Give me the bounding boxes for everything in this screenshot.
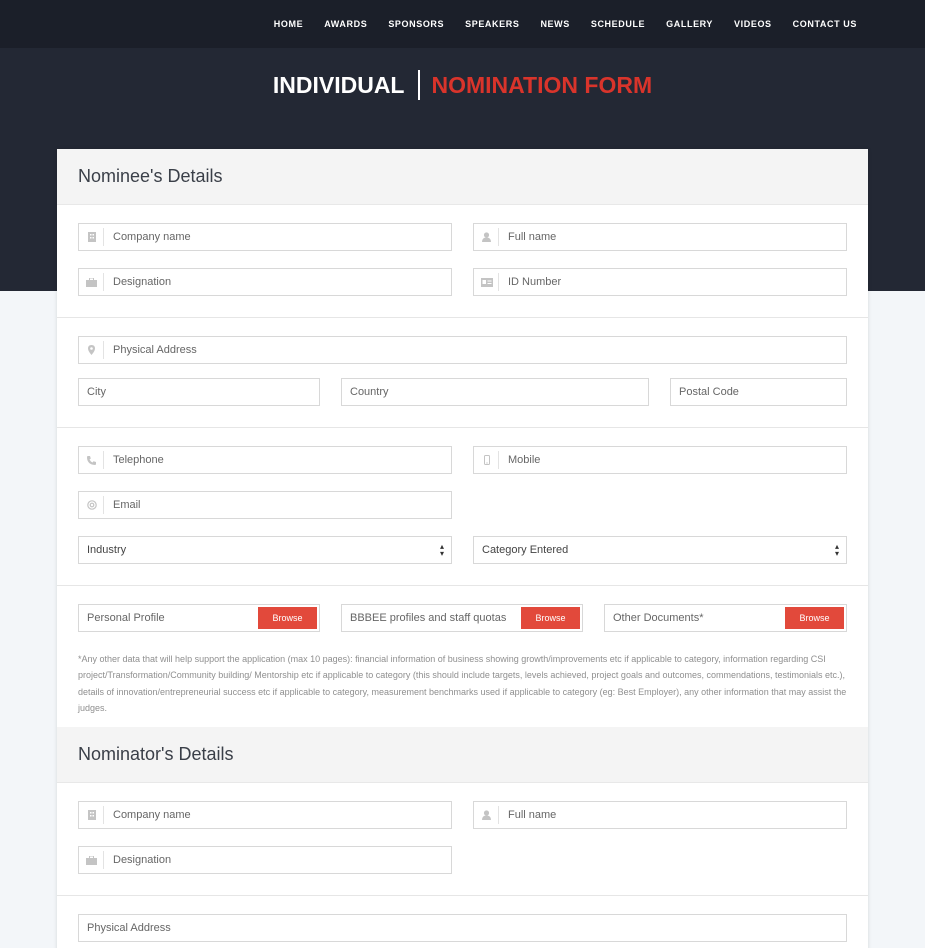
nav-sponsors[interactable]: SPONSORS [388, 19, 445, 29]
nominee-company-field[interactable] [78, 223, 452, 251]
page-title [0, 70, 925, 100]
nominee-address-placeholder: Physical Address [113, 344, 197, 356]
briefcase-icon [80, 851, 104, 869]
divider [57, 585, 868, 586]
nominee-postal-field[interactable] [670, 378, 847, 406]
nominator-designation-placeholder: Designation [113, 854, 172, 866]
id-card-icon [475, 273, 499, 291]
nominee-address-field[interactable] [78, 336, 847, 364]
category-select[interactable] [473, 536, 847, 564]
mobile-icon [475, 451, 499, 469]
select-arrows-icon: ▴ ▾ [834, 542, 839, 558]
nominee-company-placeholder: Company name [113, 231, 191, 243]
nominee-city-placeholder: City [87, 386, 106, 398]
main-nav [253, 0, 857, 48]
nav-contact-us[interactable]: CONTACT US [792, 19, 857, 29]
divider [57, 895, 868, 896]
nominee-country-placeholder: Country [350, 386, 389, 398]
other-documents-upload[interactable] [604, 604, 847, 632]
nominator-fullname-placeholder: Full name [508, 809, 557, 821]
title-individual: INDIVIDUAL [272, 72, 405, 98]
divider [57, 427, 868, 428]
bbbee-browse-button[interactable]: Browse [521, 607, 580, 629]
nominator-heading: Nominator's Details [78, 744, 234, 764]
select-arrows-icon: ▴ ▾ [439, 542, 444, 558]
nomination-form [57, 149, 868, 948]
upload-note: *Any other data that will help support the application (max 10 pages): financial information of business showing growth/improvements etc if applicable to category, information regarding CSI project/Transformation/Community building/ Mentorship etc if applicable to category (this should include targets, levels achieved, project goals and outcomes, commendations, testimonials etc.), details of innovation/entrepreneurial success etc if applicable to category, measurement benchmarks used if applicable to category (eg: Best Employer), any other information that may assist the judges. [78, 654, 847, 713]
nominee-designation-placeholder: Designation [113, 276, 172, 288]
building-icon [80, 228, 104, 246]
top-navbar [0, 0, 925, 48]
nav-home[interactable]: HOME [273, 19, 304, 29]
nominee-designation-field[interactable] [78, 268, 452, 296]
nominator-section-header [57, 727, 868, 783]
personal-profile-upload[interactable] [78, 604, 320, 632]
briefcase-icon [80, 273, 104, 291]
nominee-postal-placeholder: Postal Code [679, 386, 739, 398]
nominator-address-placeholder: Physical Address [87, 922, 171, 934]
nominee-country-field[interactable] [341, 378, 649, 406]
personal-profile-browse-button[interactable]: Browse [258, 607, 317, 629]
other-documents-label: Other Documents* [613, 612, 704, 624]
nominee-email-field[interactable] [78, 491, 452, 519]
nominee-fullname-field[interactable] [473, 223, 847, 251]
title-separator [418, 70, 420, 100]
personal-profile-label: Personal Profile [87, 612, 165, 624]
industry-select-value: Industry [87, 544, 127, 556]
category-select-value: Category Entered [482, 544, 569, 556]
nominee-telephone-placeholder: Telephone [113, 454, 164, 466]
nominator-company-placeholder: Company name [113, 809, 191, 821]
nominee-mobile-field[interactable] [473, 446, 847, 474]
nominee-telephone-field[interactable] [78, 446, 452, 474]
nominator-fullname-field[interactable] [473, 801, 847, 829]
nominee-heading: Nominee's Details [78, 166, 223, 186]
nav-news[interactable]: NEWS [540, 19, 570, 29]
title-nomination-form: NOMINATION FORM [431, 72, 653, 98]
bbbee-upload[interactable] [341, 604, 583, 632]
user-icon [475, 228, 499, 246]
bbbee-label: BBBEE profiles and staff quotas [350, 612, 507, 624]
nominee-mobile-placeholder: Mobile [508, 454, 541, 466]
nav-speakers[interactable]: SPEAKERS [465, 19, 520, 29]
nominee-fullname-placeholder: Full name [508, 231, 557, 243]
nominee-idnumber-field[interactable] [473, 268, 847, 296]
nominator-designation-field[interactable] [78, 846, 452, 874]
nominator-address-field[interactable] [78, 914, 847, 942]
nav-gallery[interactable]: GALLERY [666, 19, 714, 29]
nominator-company-field[interactable] [78, 801, 452, 829]
nav-schedule[interactable]: SCHEDULE [590, 19, 646, 29]
user-icon [475, 806, 499, 824]
map-marker-icon [80, 341, 104, 359]
building-icon [80, 806, 104, 824]
other-documents-browse-button[interactable]: Browse [785, 607, 844, 629]
nominee-idnumber-placeholder: ID Number [508, 276, 562, 288]
at-icon [80, 496, 104, 514]
phone-icon [80, 451, 104, 469]
divider [57, 317, 868, 318]
nominee-email-placeholder: Email [113, 499, 141, 511]
nav-awards[interactable]: AWARDS [324, 19, 368, 29]
nominee-section-header [57, 149, 868, 205]
nominee-city-field[interactable] [78, 378, 320, 406]
industry-select[interactable] [78, 536, 452, 564]
nav-videos[interactable]: VIDEOS [734, 19, 772, 29]
